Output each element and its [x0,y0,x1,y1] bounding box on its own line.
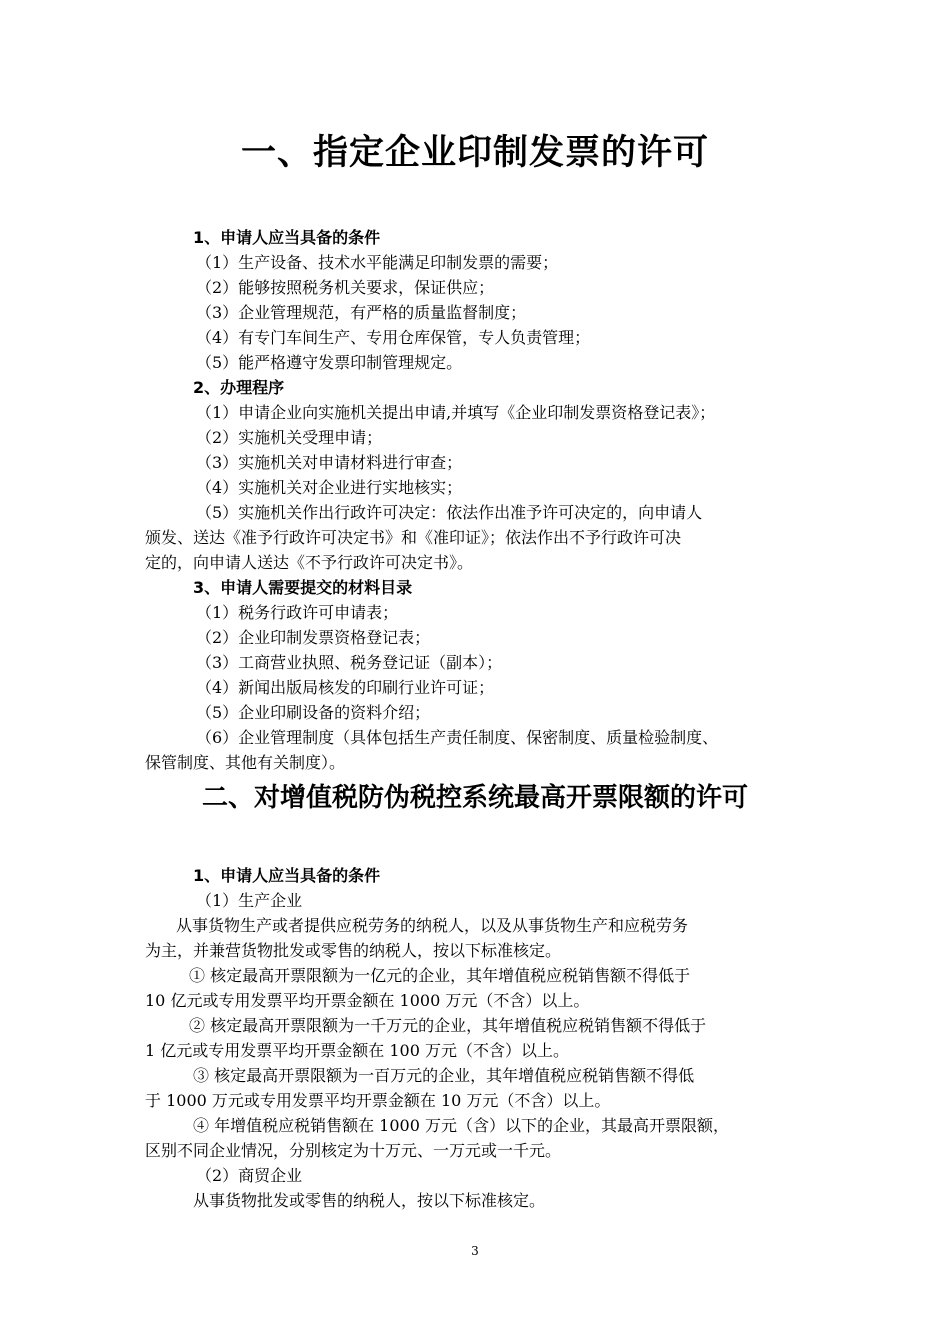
s1-line: （4）有专门车间生产、专用仓库保管，专人负责管理； [196,328,591,347]
s1-line: （3）工商营业执照、税务登记证（副本）； [196,653,503,672]
s2-line: 区别不同企业情况，分别核定为十万元、一万元或一千元。 [145,1141,562,1160]
s2-line: ② 核定最高开票限额为一千万元的企业，其年增值税应税销售额不得低于 [189,1016,707,1035]
s2-line: ④ 年增值税应税销售额在 1000 万元（含）以下的企业，其最高开票限额， [193,1116,729,1135]
s1-heading-procedure: 2、办理程序 [193,378,285,397]
page-number: 3 [471,1244,479,1258]
s2-line: 1 亿元或专用发票平均开票金额在 100 万元（不含）以上。 [145,1041,569,1060]
s1-line: （5）企业印刷设备的资料介绍； [196,703,431,722]
s2-line: ③ 核定最高开票限额为一百万元的企业，其年增值税应税销售额不得低 [193,1066,695,1085]
s2-line: 从事货物批发或零售的纳税人，按以下标准核定。 [193,1191,546,1210]
s1-line: （6）企业管理制度（具体包括生产责任制度、保密制度、质量检验制度、 [196,728,719,747]
s2-line: 为主，并兼营货物批发或零售的纳税人，按以下标准核定。 [145,941,562,960]
s1-line: （4）实施机关对企业进行实地核实； [196,478,463,497]
s1-line: （3）实施机关对申请材料进行审查； [196,453,463,472]
s1-line: （1）税务行政许可申请表； [196,603,399,622]
section2-title: 二、对增值税防伪税控系统最高开票限额的许可 [201,783,748,813]
s2-line: 于 1000 万元或专用发票平均开票金额在 10 万元（不含）以上。 [145,1091,611,1110]
s1-line: 保管制度、其他有关制度）。 [145,753,346,772]
s2-line: 从事货物生产或者提供应税劳务的纳税人，以及从事货物生产和应税劳务 [176,916,689,935]
s1-line: （2）能够按照税务机关要求，保证供应； [196,278,495,297]
s1-line: （1）申请企业向实施机关提出申请,并填写《企业印制发票资格登记表》； [196,403,716,422]
s1-line: 颁发、送达《准予行政许可决定书》和《准印证》；依法作出不予行政许可决 [145,528,682,547]
s1-line: （2）企业印制发票资格登记表； [196,628,431,647]
s1-line: （2）实施机关受理申请； [196,428,383,447]
s2-line: （1）生产企业 [196,891,303,910]
s2-line: ① 核定最高开票限额为一亿元的企业，其年增值税应税销售额不得低于 [189,966,691,985]
s2-heading-conditions: 1、申请人应当具备的条件 [193,866,381,885]
s1-line: （1）生产设备、技术水平能满足印制发票的需要； [196,253,559,272]
s2-line: （2）商贸企业 [196,1166,303,1185]
s1-line: （5）实施机关作出行政许可决定：依法作出准予许可决定的，向申请人 [196,503,703,522]
s2-line: 10 亿元或专用发票平均开票金额在 1000 万元（不含）以上。 [145,991,590,1010]
s1-line: （3）企业管理规范，有严格的质量监督制度； [196,303,527,322]
s1-line: （5）能严格遵守发票印制管理规定。 [196,353,463,372]
s1-heading-materials: 3、申请人需要提交的材料目录 [193,578,413,597]
s1-heading-conditions: 1、申请人应当具备的条件 [193,228,381,247]
s1-line: （4）新闻出版局核发的印刷行业许可证； [196,678,495,697]
s1-line: 定的，向申请人送达《不予行政许可决定书》。 [145,553,474,572]
section1-title: 一、指定企业印制发票的许可 [240,133,709,173]
